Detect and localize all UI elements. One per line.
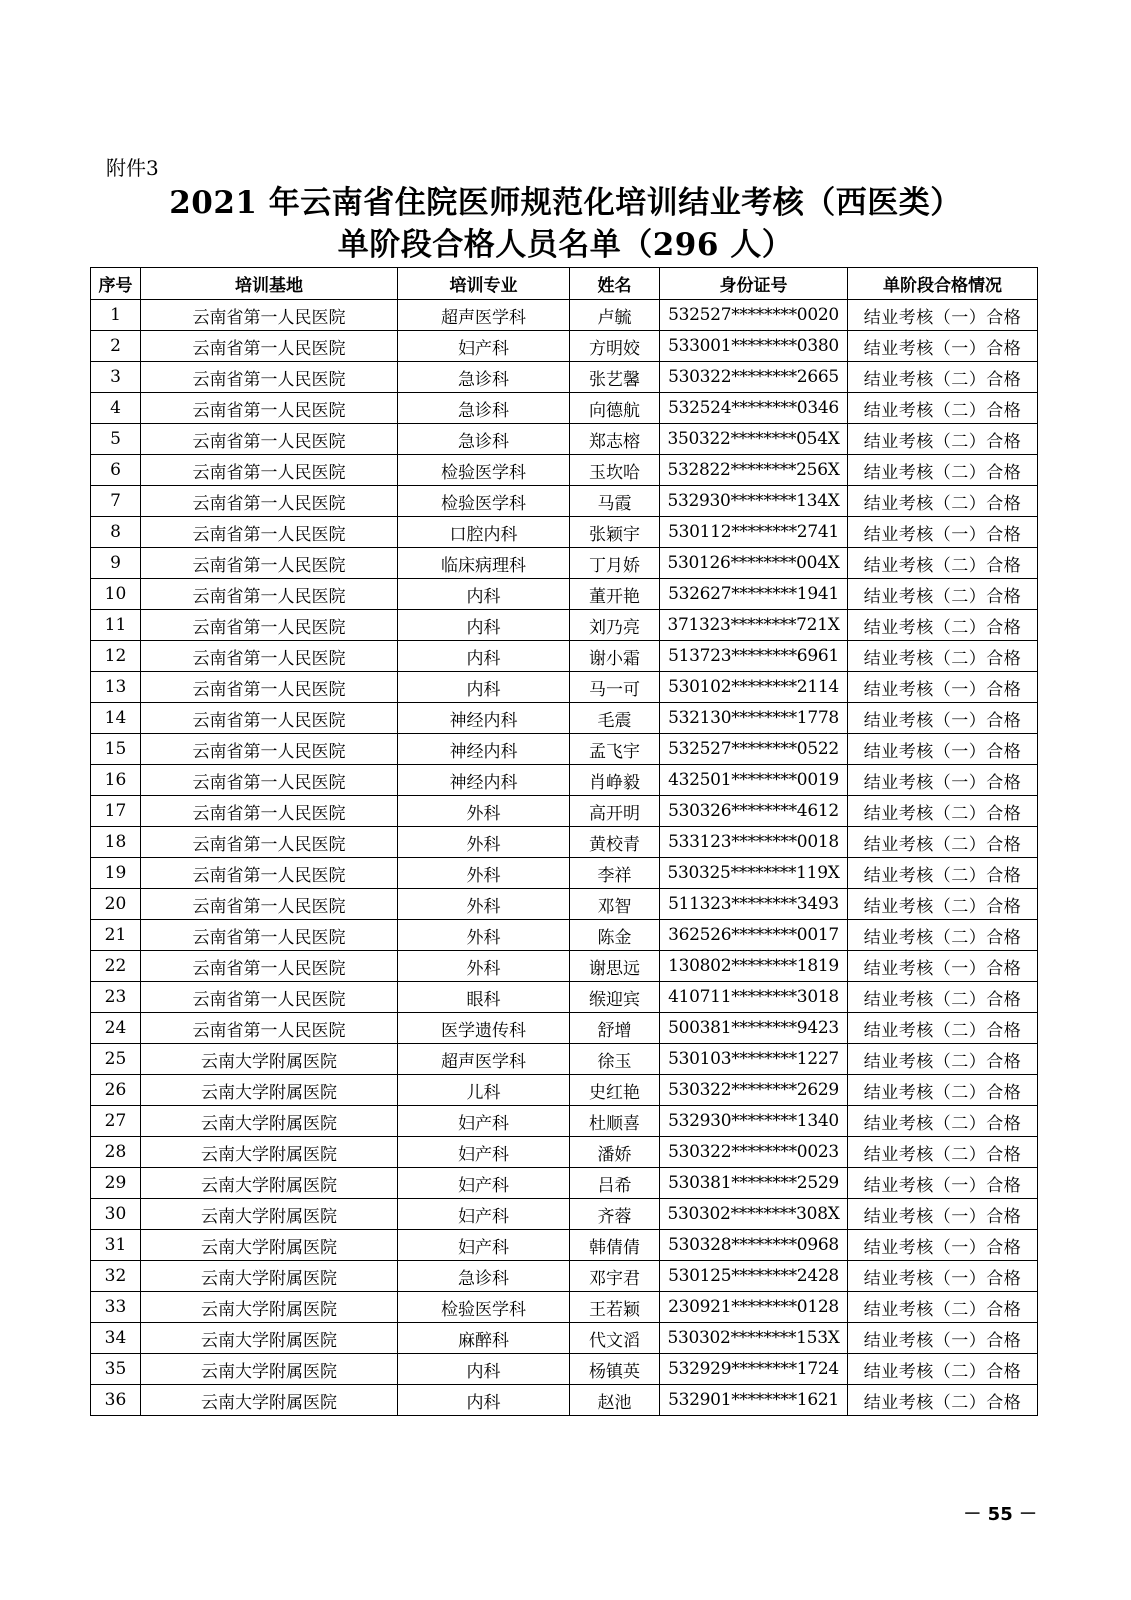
qualification-cell: 结业考核（一）合格	[848, 331, 1038, 362]
name-cell: 齐蓉	[570, 1199, 660, 1230]
qualification-cell: 结业考核（二）合格	[848, 1044, 1038, 1075]
serial-cell: 14	[91, 703, 141, 734]
specialty-cell: 妇产科	[398, 331, 570, 362]
serial-cell: 33	[91, 1292, 141, 1323]
serial-cell: 18	[91, 827, 141, 858]
id-number-cell: 530103********1227	[660, 1044, 848, 1075]
qualification-cell: 结业考核（一）合格	[848, 517, 1038, 548]
name-cell: 徐玉	[570, 1044, 660, 1075]
serial-cell: 11	[91, 610, 141, 641]
specialty-cell: 妇产科	[398, 1168, 570, 1199]
qualification-cell: 结业考核（二）合格	[848, 1354, 1038, 1385]
training-base-cell: 云南省第一人民医院	[141, 858, 398, 889]
table-row	[91, 920, 1038, 951]
specialty-cell: 妇产科	[398, 1106, 570, 1137]
id-number-cell: 230921********0128	[660, 1292, 848, 1323]
training-base-cell: 云南省第一人民医院	[141, 982, 398, 1013]
table-row	[91, 1385, 1038, 1416]
name-cell: 韩倩倩	[570, 1230, 660, 1261]
specialty-cell: 内科	[398, 1354, 570, 1385]
specialty-cell: 急诊科	[398, 393, 570, 424]
specialty-cell: 急诊科	[398, 424, 570, 455]
table-row	[91, 1354, 1038, 1385]
specialty-cell: 神经内科	[398, 765, 570, 796]
training-base-cell: 云南大学附属医院	[141, 1199, 398, 1230]
training-base-cell: 云南大学附属医院	[141, 1323, 398, 1354]
specialty-cell: 内科	[398, 579, 570, 610]
name-cell: 杨镇英	[570, 1354, 660, 1385]
name-cell: 孟飞宇	[570, 734, 660, 765]
training-base-cell: 云南省第一人民医院	[141, 610, 398, 641]
name-cell: 马一可	[570, 672, 660, 703]
id-number-cell: 530112********2741	[660, 517, 848, 548]
name-cell: 郑志榕	[570, 424, 660, 455]
serial-cell: 9	[91, 548, 141, 579]
table-row	[91, 331, 1038, 362]
name-cell: 吕希	[570, 1168, 660, 1199]
id-number-cell: 362526********0017	[660, 920, 848, 951]
table-row	[91, 424, 1038, 455]
serial-cell: 30	[91, 1199, 141, 1230]
training-base-cell: 云南大学附属医院	[141, 1168, 398, 1199]
id-number-cell: 513723********6961	[660, 641, 848, 672]
id-number-cell: 532527********0522	[660, 734, 848, 765]
training-base-cell: 云南省第一人民医院	[141, 517, 398, 548]
id-number-cell: 532524********0346	[660, 393, 848, 424]
specialty-cell: 口腔内科	[398, 517, 570, 548]
specialty-cell: 神经内科	[398, 734, 570, 765]
serial-cell: 20	[91, 889, 141, 920]
training-base-cell: 云南大学附属医院	[141, 1044, 398, 1075]
table-row	[91, 1044, 1038, 1075]
serial-cell: 2	[91, 331, 141, 362]
qualification-cell: 结业考核（一）合格	[848, 1199, 1038, 1230]
header-serial: 序号	[91, 268, 141, 300]
specialty-cell: 儿科	[398, 1075, 570, 1106]
document-subtitle: 单阶段合格人员名单（296 人）	[337, 227, 794, 263]
serial-cell: 21	[91, 920, 141, 951]
name-cell: 肖峥毅	[570, 765, 660, 796]
specialty-cell: 超声医学科	[398, 1044, 570, 1075]
training-base-cell: 云南省第一人民医院	[141, 486, 398, 517]
name-cell: 代文滔	[570, 1323, 660, 1354]
qualification-cell: 结业考核（二）合格	[848, 982, 1038, 1013]
table-row	[91, 1230, 1038, 1261]
table-row	[91, 982, 1038, 1013]
id-number-cell: 532930********1340	[660, 1106, 848, 1137]
training-base-cell: 云南省第一人民医院	[141, 672, 398, 703]
name-cell: 张艺馨	[570, 362, 660, 393]
qualification-cell: 结业考核（二）合格	[848, 889, 1038, 920]
name-cell: 缑迎宾	[570, 982, 660, 1013]
specialty-cell: 外科	[398, 951, 570, 982]
qualification-cell: 结业考核（二）合格	[848, 424, 1038, 455]
table-row	[91, 1199, 1038, 1230]
qualification-cell: 结业考核（二）合格	[848, 920, 1038, 951]
attachment-label: 附件3	[106, 156, 159, 180]
qualification-cell: 结业考核（二）合格	[848, 1075, 1038, 1106]
name-cell: 刘乃亮	[570, 610, 660, 641]
serial-cell: 19	[91, 858, 141, 889]
name-cell: 赵池	[570, 1385, 660, 1416]
qualification-cell: 结业考核（二）合格	[848, 1106, 1038, 1137]
table-row	[91, 1013, 1038, 1044]
table-row	[91, 796, 1038, 827]
id-number-cell: 371323********721X	[660, 610, 848, 641]
table-row	[91, 486, 1038, 517]
id-number-cell: 530322********2629	[660, 1075, 848, 1106]
name-cell: 向德航	[570, 393, 660, 424]
serial-cell: 4	[91, 393, 141, 424]
id-number-cell: 530102********2114	[660, 672, 848, 703]
table-row	[91, 1292, 1038, 1323]
id-number-cell: 532901********1621	[660, 1385, 848, 1416]
training-base-cell: 云南省第一人民医院	[141, 951, 398, 982]
serial-cell: 17	[91, 796, 141, 827]
qualification-cell: 结业考核（一）合格	[848, 703, 1038, 734]
table-row	[91, 858, 1038, 889]
name-cell: 陈金	[570, 920, 660, 951]
table-row	[91, 610, 1038, 641]
table-row	[91, 1261, 1038, 1292]
name-cell: 卢毓	[570, 300, 660, 331]
qualification-cell: 结业考核（二）合格	[848, 548, 1038, 579]
name-cell: 谢小霜	[570, 641, 660, 672]
table-row	[91, 1323, 1038, 1354]
name-cell: 舒增	[570, 1013, 660, 1044]
qualification-cell: 结业考核（二）合格	[848, 641, 1038, 672]
id-number-cell: 533123********0018	[660, 827, 848, 858]
qualification-cell: 结业考核（一）合格	[848, 734, 1038, 765]
id-number-cell: 533001********0380	[660, 331, 848, 362]
serial-cell: 3	[91, 362, 141, 393]
training-base-cell: 云南省第一人民医院	[141, 579, 398, 610]
qualification-cell: 结业考核（二）合格	[848, 1013, 1038, 1044]
training-base-cell: 云南省第一人民医院	[141, 734, 398, 765]
specialty-cell: 外科	[398, 858, 570, 889]
serial-cell: 35	[91, 1354, 141, 1385]
name-cell: 马霞	[570, 486, 660, 517]
specialty-cell: 检验医学科	[398, 486, 570, 517]
qualification-cell: 结业考核（二）合格	[848, 1292, 1038, 1323]
name-cell: 高开明	[570, 796, 660, 827]
id-number-cell: 530302********153X	[660, 1323, 848, 1354]
serial-cell: 25	[91, 1044, 141, 1075]
training-base-cell: 云南省第一人民医院	[141, 424, 398, 455]
qualification-cell: 结业考核（一）合格	[848, 951, 1038, 982]
header-name: 姓名	[570, 268, 660, 300]
training-base-cell: 云南省第一人民医院	[141, 1013, 398, 1044]
specialty-cell: 妇产科	[398, 1137, 570, 1168]
serial-cell: 8	[91, 517, 141, 548]
qualification-cell: 结业考核（一）合格	[848, 765, 1038, 796]
qualification-cell: 结业考核（一）合格	[848, 1323, 1038, 1354]
training-base-cell: 云南大学附属医院	[141, 1385, 398, 1416]
specialty-cell: 临床病理科	[398, 548, 570, 579]
id-number-cell: 532627********1941	[660, 579, 848, 610]
specialty-cell: 麻醉科	[398, 1323, 570, 1354]
training-base-cell: 云南省第一人民医院	[141, 455, 398, 486]
training-base-cell: 云南大学附属医院	[141, 1137, 398, 1168]
serial-cell: 36	[91, 1385, 141, 1416]
name-cell: 毛震	[570, 703, 660, 734]
training-base-cell: 云南大学附属医院	[141, 1230, 398, 1261]
qualification-cell: 结业考核（一）合格	[848, 672, 1038, 703]
qualification-cell: 结业考核（二）合格	[848, 486, 1038, 517]
specialty-cell: 内科	[398, 672, 570, 703]
specialty-cell: 外科	[398, 889, 570, 920]
header-specialty: 培训专业	[398, 268, 570, 300]
specialty-cell: 妇产科	[398, 1230, 570, 1261]
qualification-cell: 结业考核（二）合格	[848, 362, 1038, 393]
training-base-cell: 云南省第一人民医院	[141, 765, 398, 796]
document-title: 2021 年云南省住院医师规范化培训结业考核（西医类）	[169, 185, 962, 221]
table-row	[91, 1137, 1038, 1168]
name-cell: 黄校青	[570, 827, 660, 858]
serial-cell: 31	[91, 1230, 141, 1261]
id-number-cell: 432501********0019	[660, 765, 848, 796]
name-cell: 杜顺喜	[570, 1106, 660, 1137]
qualification-cell: 结业考核（二）合格	[848, 827, 1038, 858]
qualification-cell: 结业考核（二）合格	[848, 1137, 1038, 1168]
serial-cell: 34	[91, 1323, 141, 1354]
id-number-cell: 530381********2529	[660, 1168, 848, 1199]
id-number-cell: 350322********054X	[660, 424, 848, 455]
serial-cell: 27	[91, 1106, 141, 1137]
id-number-cell: 532130********1778	[660, 703, 848, 734]
id-number-cell: 410711********3018	[660, 982, 848, 1013]
specialty-cell: 超声医学科	[398, 300, 570, 331]
training-base-cell: 云南省第一人民医院	[141, 796, 398, 827]
table-row	[91, 703, 1038, 734]
specialty-cell: 外科	[398, 920, 570, 951]
serial-cell: 32	[91, 1261, 141, 1292]
name-cell: 王若颖	[570, 1292, 660, 1323]
name-cell: 董开艳	[570, 579, 660, 610]
id-number-cell: 530302********308X	[660, 1199, 848, 1230]
name-cell: 邓智	[570, 889, 660, 920]
serial-cell: 5	[91, 424, 141, 455]
training-base-cell: 云南大学附属医院	[141, 1292, 398, 1323]
training-base-cell: 云南大学附属医院	[141, 1106, 398, 1137]
id-number-cell: 500381********9423	[660, 1013, 848, 1044]
training-base-cell: 云南省第一人民医院	[141, 548, 398, 579]
id-number-cell: 530326********4612	[660, 796, 848, 827]
name-cell: 史红艳	[570, 1075, 660, 1106]
qualification-cell: 结业考核（一）合格	[848, 1168, 1038, 1199]
training-base-cell: 云南大学附属医院	[141, 1075, 398, 1106]
qualification-cell: 结业考核（一）合格	[848, 1230, 1038, 1261]
specialty-cell: 神经内科	[398, 703, 570, 734]
specialty-cell: 内科	[398, 1385, 570, 1416]
qualification-cell: 结业考核（二）合格	[848, 393, 1038, 424]
specialty-cell: 内科	[398, 641, 570, 672]
table-row	[91, 579, 1038, 610]
training-base-cell: 云南省第一人民医院	[141, 827, 398, 858]
qualification-cell: 结业考核（一）合格	[848, 1261, 1038, 1292]
qualification-cell: 结业考核（二）合格	[848, 858, 1038, 889]
table-row	[91, 765, 1038, 796]
id-number-cell: 530125********2428	[660, 1261, 848, 1292]
serial-cell: 7	[91, 486, 141, 517]
specialty-cell: 外科	[398, 796, 570, 827]
table-row	[91, 455, 1038, 486]
header-id-number: 身份证号	[660, 268, 848, 300]
name-cell: 张颖宇	[570, 517, 660, 548]
qualification-cell: 结业考核（二）合格	[848, 610, 1038, 641]
serial-cell: 12	[91, 641, 141, 672]
page-number: － 55 －	[963, 1504, 1037, 1525]
id-number-cell: 532930********134X	[660, 486, 848, 517]
training-base-cell: 云南省第一人民医院	[141, 920, 398, 951]
specialty-cell: 检验医学科	[398, 1292, 570, 1323]
serial-cell: 16	[91, 765, 141, 796]
specialty-cell: 外科	[398, 827, 570, 858]
specialty-cell: 医学遗传科	[398, 1013, 570, 1044]
id-number-cell: 530322********2665	[660, 362, 848, 393]
header-qualification: 单阶段合格情况	[848, 268, 1038, 300]
specialty-cell: 急诊科	[398, 1261, 570, 1292]
id-number-cell: 530126********004X	[660, 548, 848, 579]
specialty-cell: 急诊科	[398, 362, 570, 393]
table-header-row	[91, 268, 1038, 300]
table-row	[91, 517, 1038, 548]
serial-cell: 6	[91, 455, 141, 486]
table-row	[91, 1168, 1038, 1199]
training-base-cell: 云南省第一人民医院	[141, 889, 398, 920]
name-cell: 李祥	[570, 858, 660, 889]
training-base-cell: 云南省第一人民医院	[141, 641, 398, 672]
qualification-cell: 结业考核（一）合格	[848, 300, 1038, 331]
name-cell: 方明姣	[570, 331, 660, 362]
qualification-cell: 结业考核（二）合格	[848, 455, 1038, 486]
serial-cell: 23	[91, 982, 141, 1013]
table-row	[91, 889, 1038, 920]
serial-cell: 10	[91, 579, 141, 610]
serial-cell: 24	[91, 1013, 141, 1044]
training-base-cell: 云南省第一人民医院	[141, 362, 398, 393]
specialty-cell: 眼科	[398, 982, 570, 1013]
training-base-cell: 云南省第一人民医院	[141, 703, 398, 734]
qualification-cell: 结业考核（二）合格	[848, 796, 1038, 827]
specialty-cell: 检验医学科	[398, 455, 570, 486]
training-base-cell: 云南省第一人民医院	[141, 331, 398, 362]
name-cell: 潘娇	[570, 1137, 660, 1168]
serial-cell: 28	[91, 1137, 141, 1168]
table-row	[91, 641, 1038, 672]
serial-cell: 15	[91, 734, 141, 765]
table-row	[91, 393, 1038, 424]
id-number-cell: 532929********1724	[660, 1354, 848, 1385]
specialty-cell: 内科	[398, 610, 570, 641]
qualification-cell: 结业考核（二）合格	[848, 579, 1038, 610]
qualification-cell: 结业考核（二）合格	[848, 1385, 1038, 1416]
qualified-roster-table	[90, 267, 1038, 1416]
specialty-cell: 妇产科	[398, 1199, 570, 1230]
table-row	[91, 734, 1038, 765]
serial-cell: 22	[91, 951, 141, 982]
name-cell: 玉坎哈	[570, 455, 660, 486]
id-number-cell: 532822********256X	[660, 455, 848, 486]
table-row	[91, 827, 1038, 858]
id-number-cell: 511323********3493	[660, 889, 848, 920]
name-cell: 谢思远	[570, 951, 660, 982]
serial-cell: 29	[91, 1168, 141, 1199]
table-row	[91, 300, 1038, 331]
table-row	[91, 362, 1038, 393]
name-cell: 邓宇君	[570, 1261, 660, 1292]
id-number-cell: 530325********119X	[660, 858, 848, 889]
table-row	[91, 1106, 1038, 1137]
table-row	[91, 672, 1038, 703]
name-cell: 丁月娇	[570, 548, 660, 579]
table-row	[91, 1075, 1038, 1106]
table-row	[91, 951, 1038, 982]
id-number-cell: 530322********0023	[660, 1137, 848, 1168]
training-base-cell: 云南大学附属医院	[141, 1261, 398, 1292]
table-row	[91, 548, 1038, 579]
serial-cell: 26	[91, 1075, 141, 1106]
serial-cell: 13	[91, 672, 141, 703]
training-base-cell: 云南省第一人民医院	[141, 393, 398, 424]
training-base-cell: 云南大学附属医院	[141, 1354, 398, 1385]
id-number-cell: 130802********1819	[660, 951, 848, 982]
table-body	[91, 300, 1038, 1416]
serial-cell: 1	[91, 300, 141, 331]
id-number-cell: 532527********0020	[660, 300, 848, 331]
id-number-cell: 530328********0968	[660, 1230, 848, 1261]
header-training-base: 培训基地	[141, 268, 398, 300]
training-base-cell: 云南省第一人民医院	[141, 300, 398, 331]
